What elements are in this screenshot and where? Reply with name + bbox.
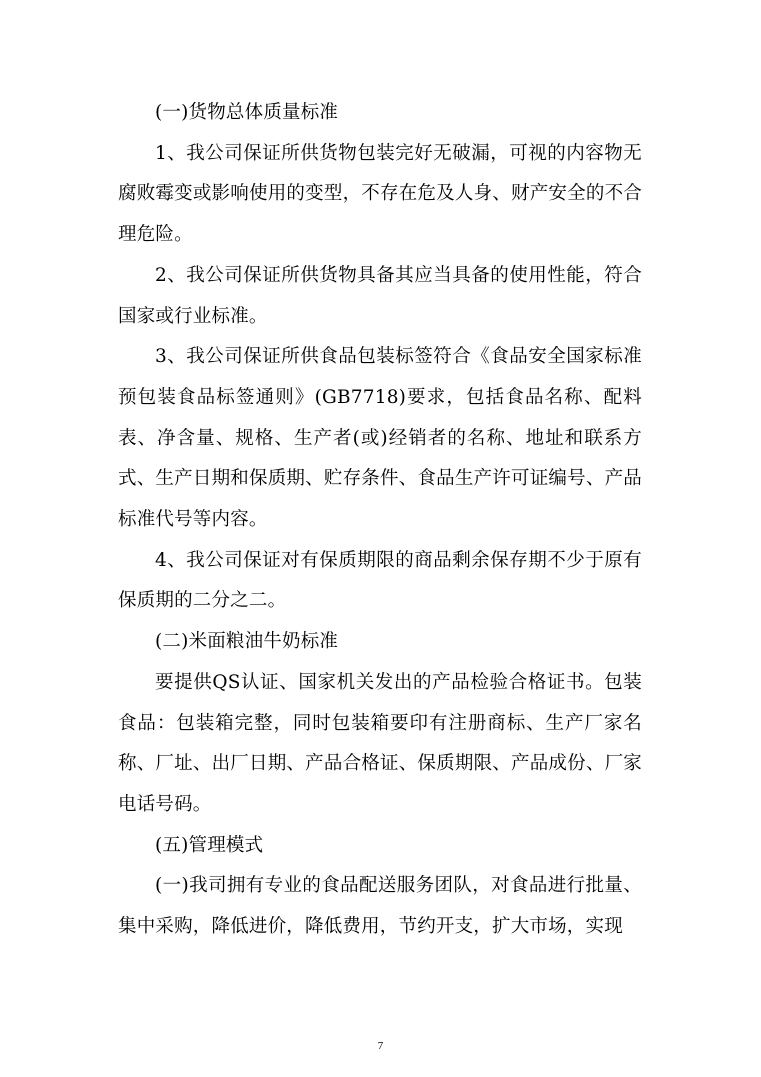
paragraph-item-2: 2、我公司保证所供货物具备其应当具备的使用性能，符合国家或行业标准。 xyxy=(118,264,642,327)
page-number: 7 xyxy=(377,1040,384,1052)
section-heading-goods-quality: (一)货物总体质量标准 xyxy=(155,102,339,123)
paragraph-certification: 要提供QS认证、国家机关发出的产品检验合格证书。包装食品：包装箱完整，同时包装箱要印有注册商标、生产厂家名称、厂址、出厂日期、产品合格证、保质期限、产品成份、厂家电话号码。 xyxy=(118,671,642,815)
document-body xyxy=(118,93,642,948)
paragraph-management-1: (一)我司拥有专业的食品配送服务团队，对食品进行批量、集中采购，降低进价，降低费用，节约开支，扩大市场，实现 xyxy=(118,875,642,938)
paragraph-item-3: 3、我公司保证所供食品包装标签符合《食品安全国家标准 预包装食品标签通则》(GB7718)要求，包括食品名称、配料表、净含量、规格、生产者(或)经销者的名称、地址和联系方式、生产日期和保质期、贮存条件、食品生产许可证编号、产品标准代号等内容。 xyxy=(118,346,642,531)
section-heading-management-mode: (五)管理模式 xyxy=(155,834,264,856)
paragraph-item-1: 1、我公司保证所供货物包装完好无破漏，可视的内容物无腐败霉变或影响使用的变型，不存在危及人身、财产安全的不合理危险。 xyxy=(118,142,642,246)
section-heading-grain-oil-milk: (二)米面粮油牛奶标准 xyxy=(155,631,339,653)
paragraph-item-4: 4、我公司保证对有保质期限的商品剩余保存期不少于原有保质期的二分之二。 xyxy=(118,549,642,612)
